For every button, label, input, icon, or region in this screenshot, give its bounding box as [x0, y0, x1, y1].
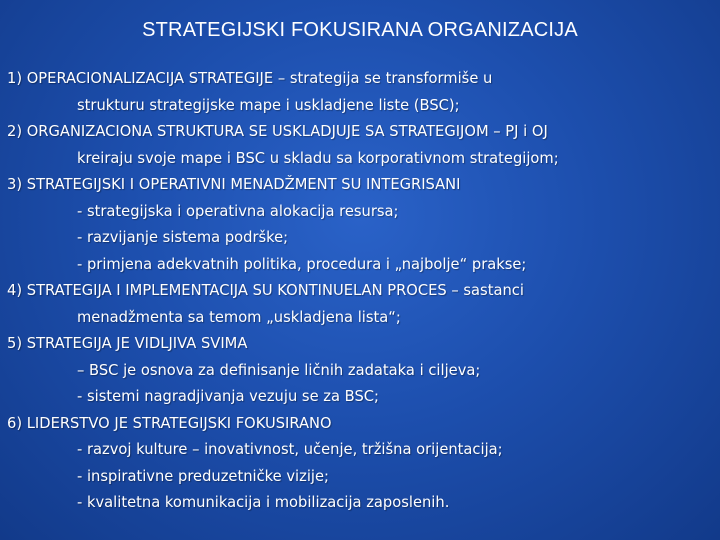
slide-body: [7, 66, 719, 517]
item-detail-line: - primjena adekvatnih politika, procedura i „najbolje“ prakse;: [77, 255, 527, 273]
item-detail-line: - inspirativne preduzetničke vizije;: [77, 467, 329, 485]
item-detail-line: - razvijanje sistema podrške;: [77, 229, 289, 246]
item-detail-line: - strategijska i operativna alokacija resursa;: [77, 202, 399, 220]
numbered-item: 1) OPERACIONALIZACIJA STRATEGIJE – strategija se transformiše u: [7, 70, 493, 87]
numbered-item: 5) STRATEGIJA JE VIDLJIVA SVIMA: [7, 335, 248, 352]
item-detail-line: - razvoj kulture – inovativnost, učenje, tržišna orijentacija;: [77, 441, 503, 458]
item-detail-line: - sistemi nagradjivanja vezuju se za BSC;: [77, 388, 379, 405]
numbered-item: 4) STRATEGIJA I IMPLEMENTACIJA SU KONTINUELAN PROCES – sastanci: [7, 282, 524, 299]
slide-title: STRATEGIJSKI FOKUSIRANA ORGANIZACIJA: [142, 19, 578, 41]
item-detail-line: strukturu strategijske mape i uskladjene liste (BSC);: [77, 96, 460, 114]
numbered-item: 6) LIDERSTVO JE STRATEGIJSKI FOKUSIRANO: [7, 414, 332, 432]
numbered-item: 2) ORGANIZACIONA STRUKTURA SE USKLADJUJE SA STRATEGIJOM – PJ i OJ: [7, 123, 548, 140]
item-detail-line: menadžmenta sa temom „uskladjena lista“;: [77, 308, 401, 326]
item-detail-line: - kvalitetna komunikacija i mobilizacija zaposlenih.: [77, 494, 450, 511]
item-detail-line: – BSC je osnova za definisanje ličnih zadataka i ciljeva;: [77, 361, 481, 379]
item-detail-line: kreiraju svoje mape i BSC u skladu sa korporativnom strategijom;: [77, 149, 559, 167]
numbered-item: 3) STRATEGIJSKI I OPERATIVNI MENADŽMENT SU INTEGRISANI: [7, 176, 461, 193]
